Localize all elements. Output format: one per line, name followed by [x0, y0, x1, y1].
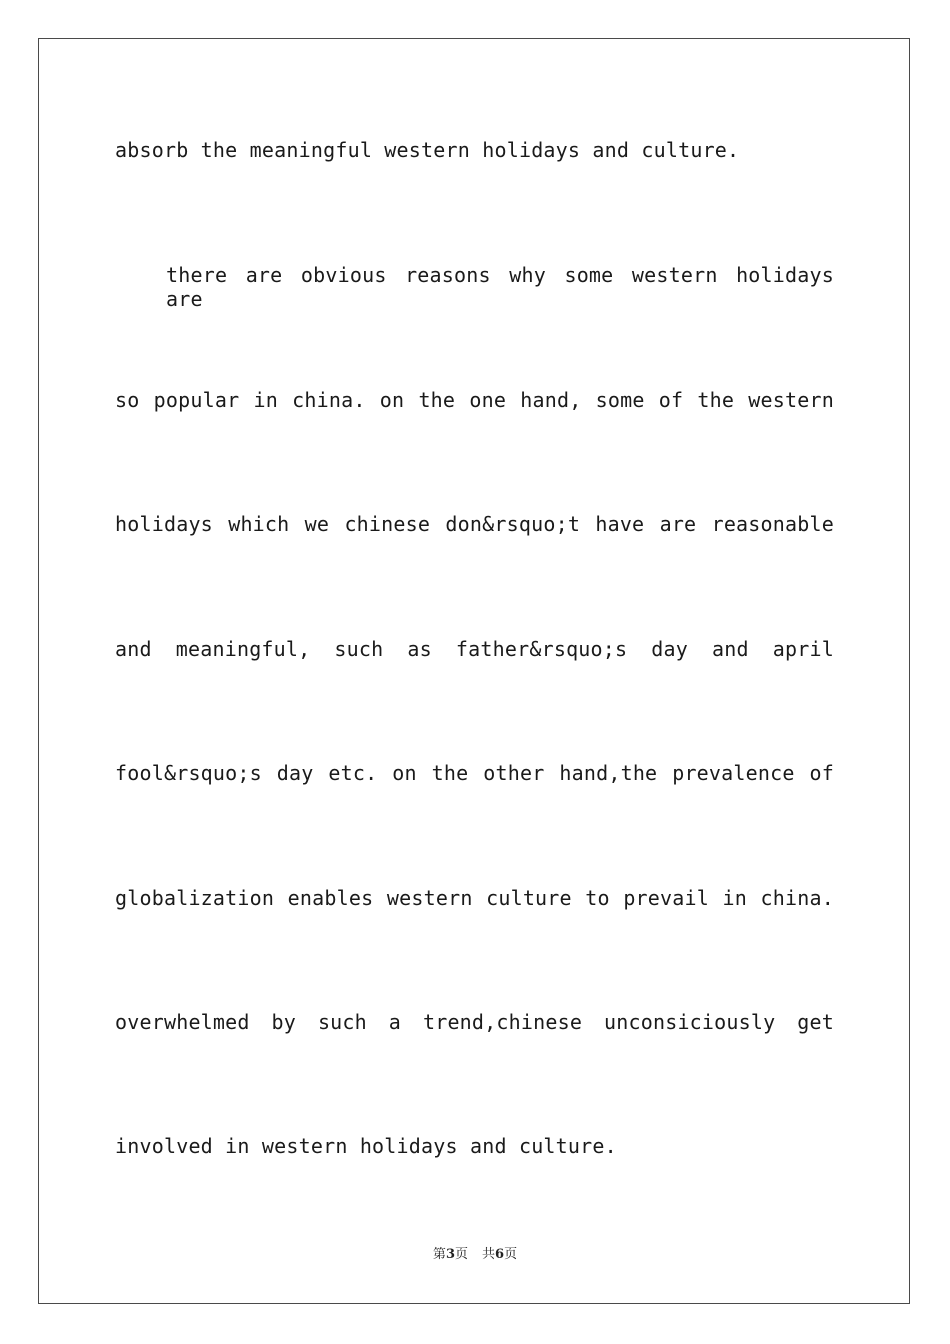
page-border	[38, 38, 910, 1304]
text-line-4: holidays which we chinese don&rsquo;t have are reasonable	[115, 512, 834, 536]
total-label-prefix: 共	[482, 1247, 496, 1262]
text-line-5: and meaningful, such as father&rsquo;s day and april	[115, 637, 834, 661]
text-line-2: there are obvious reasons why some western holidays are	[166, 263, 834, 311]
current-page-number: 3	[445, 1247, 455, 1262]
total-page-number: 6	[495, 1247, 505, 1262]
text-line-9: involved in western holidays and culture.	[115, 1134, 617, 1158]
total-label-suffix: 页	[504, 1247, 518, 1262]
text-line-6: fool&rsquo;s day etc. on the other hand,the prevalence of	[115, 761, 834, 785]
page-label-prefix: 第	[432, 1247, 446, 1262]
page-label-suffix: 页	[454, 1247, 468, 1262]
text-line-1: absorb the meaningful western holidays and culture.	[115, 138, 740, 162]
text-line-8: overwhelmed by such a trend,chinese unconsiciously get	[115, 1010, 834, 1034]
text-line-3: so popular in china. on the one hand, some of the western	[115, 388, 834, 412]
text-line-7: globalization enables western culture to prevail in china.	[115, 886, 834, 910]
page-footer	[0, 1246, 950, 1264]
